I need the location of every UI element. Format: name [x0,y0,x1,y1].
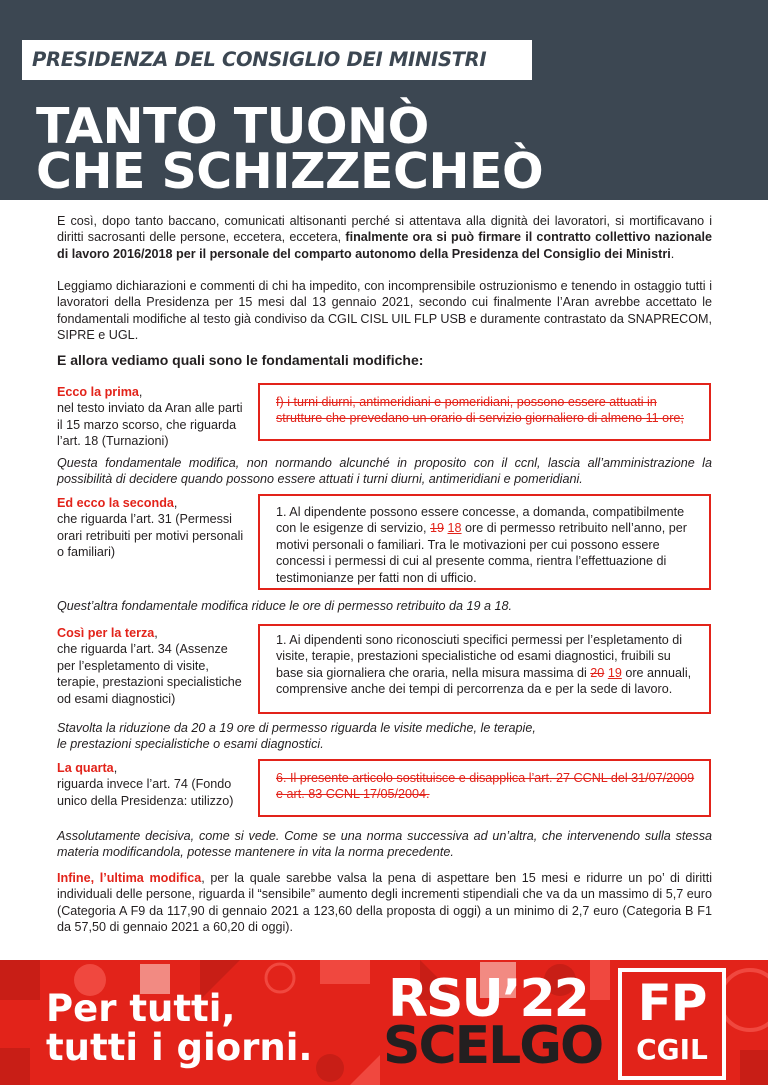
item-1-quote-box [258,383,711,441]
item-3-quote-text: 1. Ai dipendenti sono riconosciuti specifici permessi per l’espletamento di visite, terapie, prestazioni specialistiche od esami diagnostici, fruibili su base sia giornaliera che oraria, nella misura massima di 20 19 ore annuali, comprensive anche dei tempi di percorrenza da e per la sede di lavoro. [276,633,692,697]
headline-line-1: TANTO TUONÒ [36,98,429,155]
item-1-quote-text: f) i turni diurni, antimeridiani e pomeridiani, possono essere attuati in strutture che prevedano un orario di servizio giornaliero di almeno 11 ore; [276,395,684,426]
fp-cgil-logo [618,968,726,1080]
item-4-label: La quarta, riguarda invece l’art. 74 (Fondo unico della Presidenza: utilizzo) [57,761,234,808]
organization-box [22,40,532,80]
item-2-comment: Quest’altra fondamentale modifica riduce le ore di permesso retribuito da 19 a 18. [57,599,513,613]
item-1-comment: Questa fondamentale modifica, non normando alcunché in proposito con il ccnl, lascia all’amministrazione la possibilità di decidere quando possono essere attuati i turni diurni, antimeridiani e pomeridiani. [57,456,712,487]
logo-fp-text: FP [637,974,707,1032]
slogan-line-1: Per tutti, [46,987,236,1030]
item-2-quote-text: 1. Al dipendente possono essere concesse, a domanda, compatibilmente con le esigenze di servizio, 19 18 ore di permesso retribuito nell’anno, per motivi personali o familiari. Tra le motivazioni per cui possono essere concessi i permessi di cui al presente comma, rientra l’effettuazione di testimonianze per fatti non di ufficio. [276,505,687,585]
logo-cgil-text: CGIL [636,1033,708,1066]
footer-banner [0,960,768,1085]
item-4-quote-text: 6. Il presente articolo sostituisce e disapplica l’art. 27 CCNL del 31/07/2009 e art. 83 CCNL 17/05/2004. [276,771,695,802]
item-3-comment: Stavolta la riduzione da 20 a 19 ore di permesso riguarda le visite mediche, le terapie, le prestazioni specialistiche o esami diagnostici. [57,721,536,752]
item-4-comment: Assolutamente decisiva, come si vede. Come se una norma successiva ad un’altra, che intervenendo sulla stessa materia modificandola, potesse mantenere in vita la norma precedente. [57,829,712,860]
section-heading: E allora vediamo quali sono le fondamentali modifiche: [57,352,424,368]
item-3-quote-box [258,624,711,714]
item-2-new-value: 18 [447,521,462,536]
item-3-label: Così per la terza, che riguarda l’art. 34 (Assenze per l’espletamento di visite, terapie, prestazioni specialistiche od esami diagnostici) [57,626,242,706]
organization-name: PRESIDENZA DEL CONSIGLIO DEI MINISTRI [32,48,487,71]
intro-paragraph-1: E così, dopo tanto baccano, comunicati altisonanti perché si attentava alla dignità dei lavoratori, si mortificavano i diritti sacrosanti delle persone, eccetera, eccetera, finalmente ora si può firmare il contratto collettivo nazionale di lavoro 2016/2018 per il personale del comparto autonomo della Presidenza del Consiglio dei Ministri. [57,214,713,261]
item-4-quote-box [258,759,711,817]
header-banner [0,0,768,200]
item-3-new-value: 19 [607,665,622,680]
item-1-label: Ecco la prima, nel testo inviato da Aran alle parti il 15 marzo scorso, che riguarda l’art. 18 (Turnazioni) [57,385,243,449]
item-2-label: Ed ecco la seconda, che riguarda l’art. 31 (Permessi orari retribuiti per motivi personali o familiari) [57,496,244,560]
scelgo-wordmark: SCELGO [383,1016,603,1076]
final-paragraph: Infine, l’ultima modifica, per la quale sarebbe valsa la pena di aspettare ben 15 mesi e ridurre un po’ di diritti individuali delle persone, riguarda il “sensibile” aumento degli incrementi stipendiali che va da un massimo di 5,7 euro (Categoria A F9 da 117,90 di gennaio 2021 a 123,60 della proposta di oggi) a un minimo di 2,7 euro (Categoria B F1 da 57,50 di gennaio 2021 a 60,20 di oggi). [57,871,712,935]
headline-line-2: CHE SCHIZZECHEÒ [36,143,544,200]
item-3-old-value: 20 [590,665,605,680]
intro-paragraph-2: Leggiamo dichiarazioni e commenti di chi ha impedito, con incomprensibile ostruzionismo e tenendo in ostaggio tutti i lavoratori della Presidenza per 15 mesi dal 13 gennaio 2021, secondo cui finalmente l’Aran avrebbe accettato le fondamentali modifiche al testo già condiviso da CGIL CISL UIL FLP USB e duramente contrastato da SNAPRECOM, SIPRE e UGL. [57,279,712,343]
item-2-quote-box [258,494,711,590]
rsu-wordmark: RSU’22 [388,969,588,1029]
item-2-old-value: 19 [430,521,445,536]
intro-bold-statement: finalmente ora si può firmare il contratto collettivo nazionale di lavoro 2016/2018 per il personale del comparto autonomo della Presidenza del Consiglio dei Ministri [57,230,713,261]
slogan-line-2: tutti i giorni. [46,1026,313,1069]
